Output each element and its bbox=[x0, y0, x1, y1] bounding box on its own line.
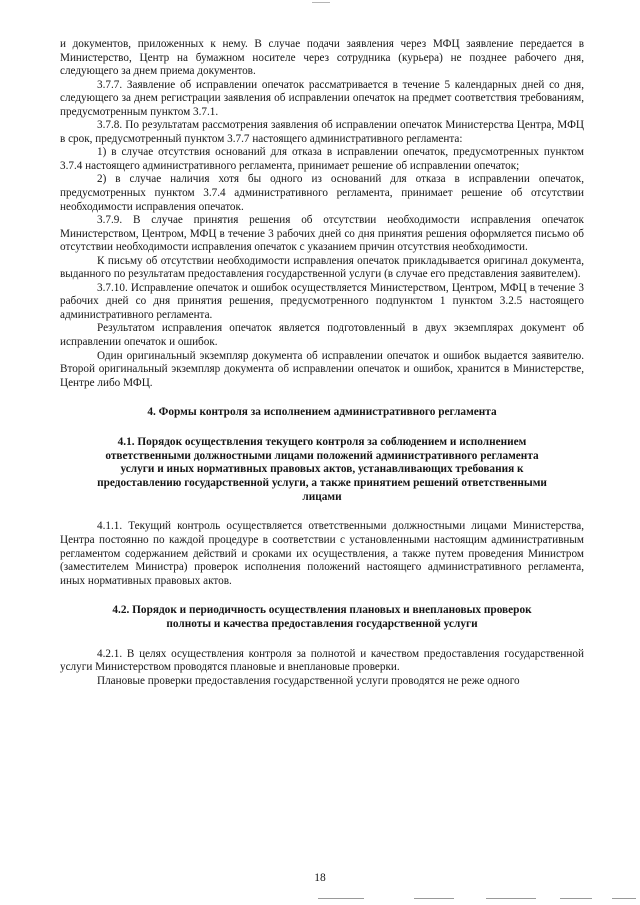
paragraph-3-7-8-item-1: 1) в случае отсутствия оснований для отказа в исправлении опечаток, предусмотренных пунктом 3.7.4 настоящего административного регламента, принимает решение об исправлении опечаток; bbox=[60, 146, 584, 172]
section-4-1-heading: 4.1. Порядок осуществления текущего контроля за соблюдением и исполнением ответственными должностными лицами положений административного регламента услуги и иных нормативных правовых актов, устанавливающих требования к предоставлению государственной услуги, а также принятием решений ответственными лицами bbox=[97, 435, 547, 503]
paragraph-3-7-8-item-2: 2) в случае наличия хотя бы одного из оснований для отказа в исправлении опечаток, предусмотренных пунктом 3.7.4 административного регламента, принимает решение об отсутствии необходимости исправления опечаток. bbox=[60, 173, 584, 213]
scan-rule bbox=[612, 898, 636, 899]
paragraph-continuation: и документов, приложенных к нему. В случае подачи заявления через МФЦ заявление передается в Министерство, Центр на бумажном носителе через сотрудника (курьера) не позднее рабочего дня, следующего за днем приема документов. bbox=[60, 38, 584, 78]
paragraph-3-7-7: 3.7.7. Заявление об исправлении опечаток рассматривается в течение 5 календарных дней со дня, следующего за днем регистрации заявления об исправлении опечаток на предмет соответствия требованиям, предусмотренным пунктом 3.7.1. bbox=[60, 78, 584, 118]
section-4-heading: 4. Формы контроля за исполнением административного регламента bbox=[147, 406, 497, 419]
paragraph-3-7-10-copies: Один оригинальный экземпляр документа об исправлении опечаток и ошибок выдается заявителю. Второй оригинальный экземпляр документа об исправлении опечаток и ошибок, хранится в Министерстве, Центре либо МФЦ. bbox=[60, 349, 584, 389]
paragraph-4-2-1: 4.2.1. В целях осуществления контроля за полнотой и качеством предоставления государственной услуги Министерством проводятся плановые и внеплановые проверки. bbox=[60, 647, 584, 674]
paragraph-3-7-10: 3.7.10. Исправление опечаток и ошибок осуществляется Министерством, Центром, МФЦ в течение 3 рабочих дней со дня принятия решения, предусмотренного подпунктом 1 пунктом 3.2.5 настоящего административного регламента. bbox=[60, 281, 584, 321]
section-4-2-heading: 4.2. Порядок и периодичность осуществления плановых и внеплановых проверок полноты и качества предоставления государственной услуги bbox=[112, 604, 532, 630]
paragraph-3-7-9-attachment: К письму об отсутствии необходимости исправления опечаток прикладывается оригинал документа, выданного по результатам предоставления государственной услуги (в случае его представления заявителем). bbox=[60, 254, 584, 281]
paragraph-3-7-8: 3.7.8. По результатам рассмотрения заявления об исправлении опечаток Министерства Центра, МФЦ в срок, предусмотренный пунктом 3.7.7 настоящего административного регламента: bbox=[60, 119, 584, 145]
scan-rule bbox=[560, 898, 592, 899]
scan-mark bbox=[312, 2, 330, 3]
paragraph-4-1-1: 4.1.1. Текущий контроль осуществляется ответственными должностными лицами Министерства, Центра постоянно по каждой процедуре в соответствии с установленными настоящим административным регламентом содержанием действий и сроками их осуществления, а также путем проведения Министром (заместителем Министра) проверок исполнения положений настоящего административного регламента, иных нормативных правовых актов. bbox=[60, 520, 584, 587]
paragraph-3-7-10-result: Результатом исправления опечаток является подготовленный в двух экземплярах документ об исправлении опечаток и ошибок. bbox=[60, 322, 584, 349]
scan-rule bbox=[486, 898, 536, 899]
paragraph-3-7-9: 3.7.9. В случае принятия решения об отсутствии необходимости исправления опечаток Министерством, Центром, МФЦ в течение 3 рабочих дней со дня принятия решения оформляется письмо об отсутствии необходимости исправления опечаток с указанием причин отсутствия необходимости. bbox=[60, 214, 584, 254]
scan-rule bbox=[414, 898, 454, 899]
page-number: 18 bbox=[314, 872, 326, 884]
paragraph-4-2-1-planned: Плановые проверки предоставления государственной услуги проводятся не реже одного bbox=[97, 674, 520, 687]
scan-rule bbox=[318, 898, 364, 899]
